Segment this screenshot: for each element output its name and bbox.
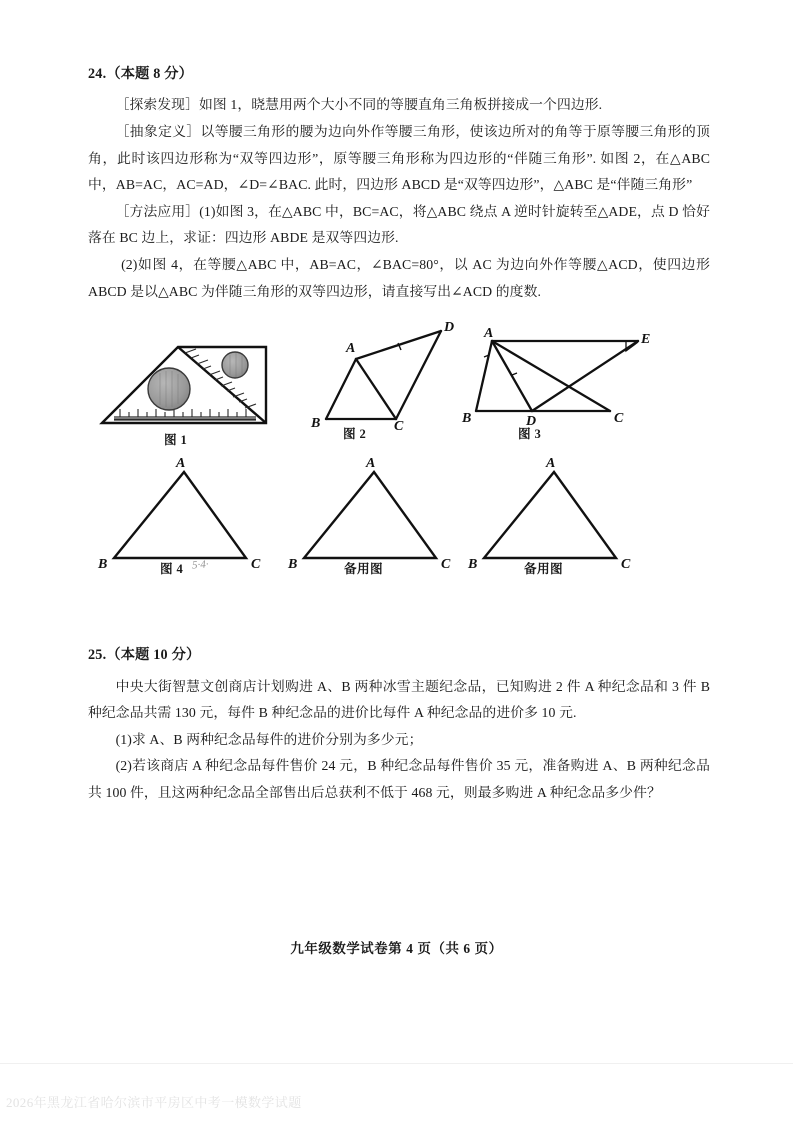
source-watermark: 2026年黑龙江省哈尔滨市平房区中考一模数学试题: [6, 1095, 302, 1110]
question-25-paragraph-3: (2)若该商店 A 种纪念品每件售价 24 元，B 种纪念品每件售价 35 元，准备购进 A、B 两种纪念品共 100 件，且这两种纪念品全部售出后总获利不低于 468 元，则最多购进 A 种纪念品多少件？: [88, 758, 710, 801]
figure-4-caption: 图 4: [160, 562, 184, 577]
figure-3: [462, 326, 660, 442]
footer-divider: [0, 1063, 793, 1064]
question-24-paragraph-2: ［抽象定义］以等腰三角形的腰为边向外作等腰三角形，使该边所对的角等于原等腰三角形的顶角，此时该四边形称为“双等四边形”，原等腰三角形称为四边形的“伴随三角形”. 如图 2，在△ABC 中，AB=AC，AC=AD，∠D=∠BAC. 此时，四边形 ABCD 是“双等四边形”，△ABC 是“伴随三角形”: [88, 123, 710, 193]
figure-4-label-B: B: [98, 557, 108, 573]
figure-3-caption: 图 3: [518, 427, 542, 442]
figure-4-drawing: [96, 456, 276, 573]
finger-hole-small: [222, 352, 248, 378]
figure-4-handwritten-mark: 5·4·: [191, 558, 209, 572]
spare-figure-1-drawing: [286, 456, 466, 573]
question-24-paragraph-4: (2)如图 4，在等腰△ABC 中，AB=AC，∠BAC=80°，以 AC 为边向外作等腰△ACD，使四边形 ABCD 是以△ABC 为伴随三角形的双等四边形，请直接写出∠ACD 的度数.: [88, 257, 710, 299]
figure-row-top: [88, 319, 710, 454]
spare-figure-1: [286, 456, 466, 577]
figure-3-drawing: [462, 326, 660, 430]
spare-figure-1-label-C: C: [441, 557, 451, 573]
figure-1: [96, 325, 276, 448]
spare-figure-2-drawing: [466, 456, 646, 573]
figure-3-label-D: D: [526, 414, 537, 430]
question-25: [88, 645, 710, 806]
question-24-heading: 24.（本题 8 分）: [88, 66, 194, 82]
figure-1-caption: 图 1: [164, 433, 188, 448]
figure-3-label-E: E: [641, 332, 651, 348]
question-25-paragraph-2: (1)求 A、B 两种纪念品每件的进价分别为多少元；: [115, 731, 423, 747]
spare-figure-2-label-A: A: [546, 456, 556, 472]
figure-2-label-B: B: [311, 416, 321, 432]
spare-figure-2: [466, 456, 646, 577]
spare-figure-1-caption: 备用图: [344, 562, 383, 577]
figure-4-label-A: A: [176, 456, 186, 472]
page-footer: 九年级数学试卷第 4 页（共 6 页）: [290, 941, 503, 956]
spare-figure-2-caption: 备用图: [524, 562, 563, 577]
question-24-paragraph-1: ［探索发现］如图 1，晓慧用两个大小不同的等腰直角三角板拼接成一个四边形.: [115, 97, 603, 113]
figure-2-label-D: D: [444, 320, 455, 336]
question-24-paragraph-3: ［方法应用］(1)如图 3，在△ABC 中，BC=AC，将△ABC 绕点 A 逆时针旋转至△ADE，点 D 恰好落在 BC 边上，求证：四边形 ABDE 是双等四边形.: [88, 203, 710, 246]
figure-2-caption: 图 2: [343, 427, 367, 442]
figure-3-label-C: C: [614, 411, 624, 427]
figure-2: [306, 319, 466, 442]
spare-figure-1-label-B: B: [288, 557, 298, 573]
spare-figure-2-label-B: B: [468, 557, 478, 573]
figure-row-bottom: [88, 458, 710, 603]
page-content: [88, 64, 710, 807]
figure-2-label-A: A: [346, 341, 356, 357]
figure-3-label-A: A: [484, 326, 494, 342]
figure-4-label-C: C: [251, 557, 261, 573]
question-24: [88, 64, 710, 305]
figure-2-label-C: C: [394, 419, 404, 435]
question-25-heading: 25.（本题 10 分）: [88, 647, 201, 664]
finger-hole-large: [148, 368, 190, 410]
question-25-paragraph-1: 中央大街智慧文创商店计划购进 A、B 两种冰雪主题纪念品，已知购进 2 件 A 种纪念品和 3 件 B 种纪念品共需 130 元，每件 B 种纪念品的进价比每件 A 种纪念品的进价多 10 元.: [88, 678, 710, 721]
figure-3-label-B: B: [462, 411, 472, 427]
figure-1-drawing: [96, 325, 276, 430]
figure-4: [96, 456, 276, 577]
spare-figure-1-label-A: A: [366, 456, 376, 472]
spare-figure-2-label-C: C: [621, 557, 631, 573]
